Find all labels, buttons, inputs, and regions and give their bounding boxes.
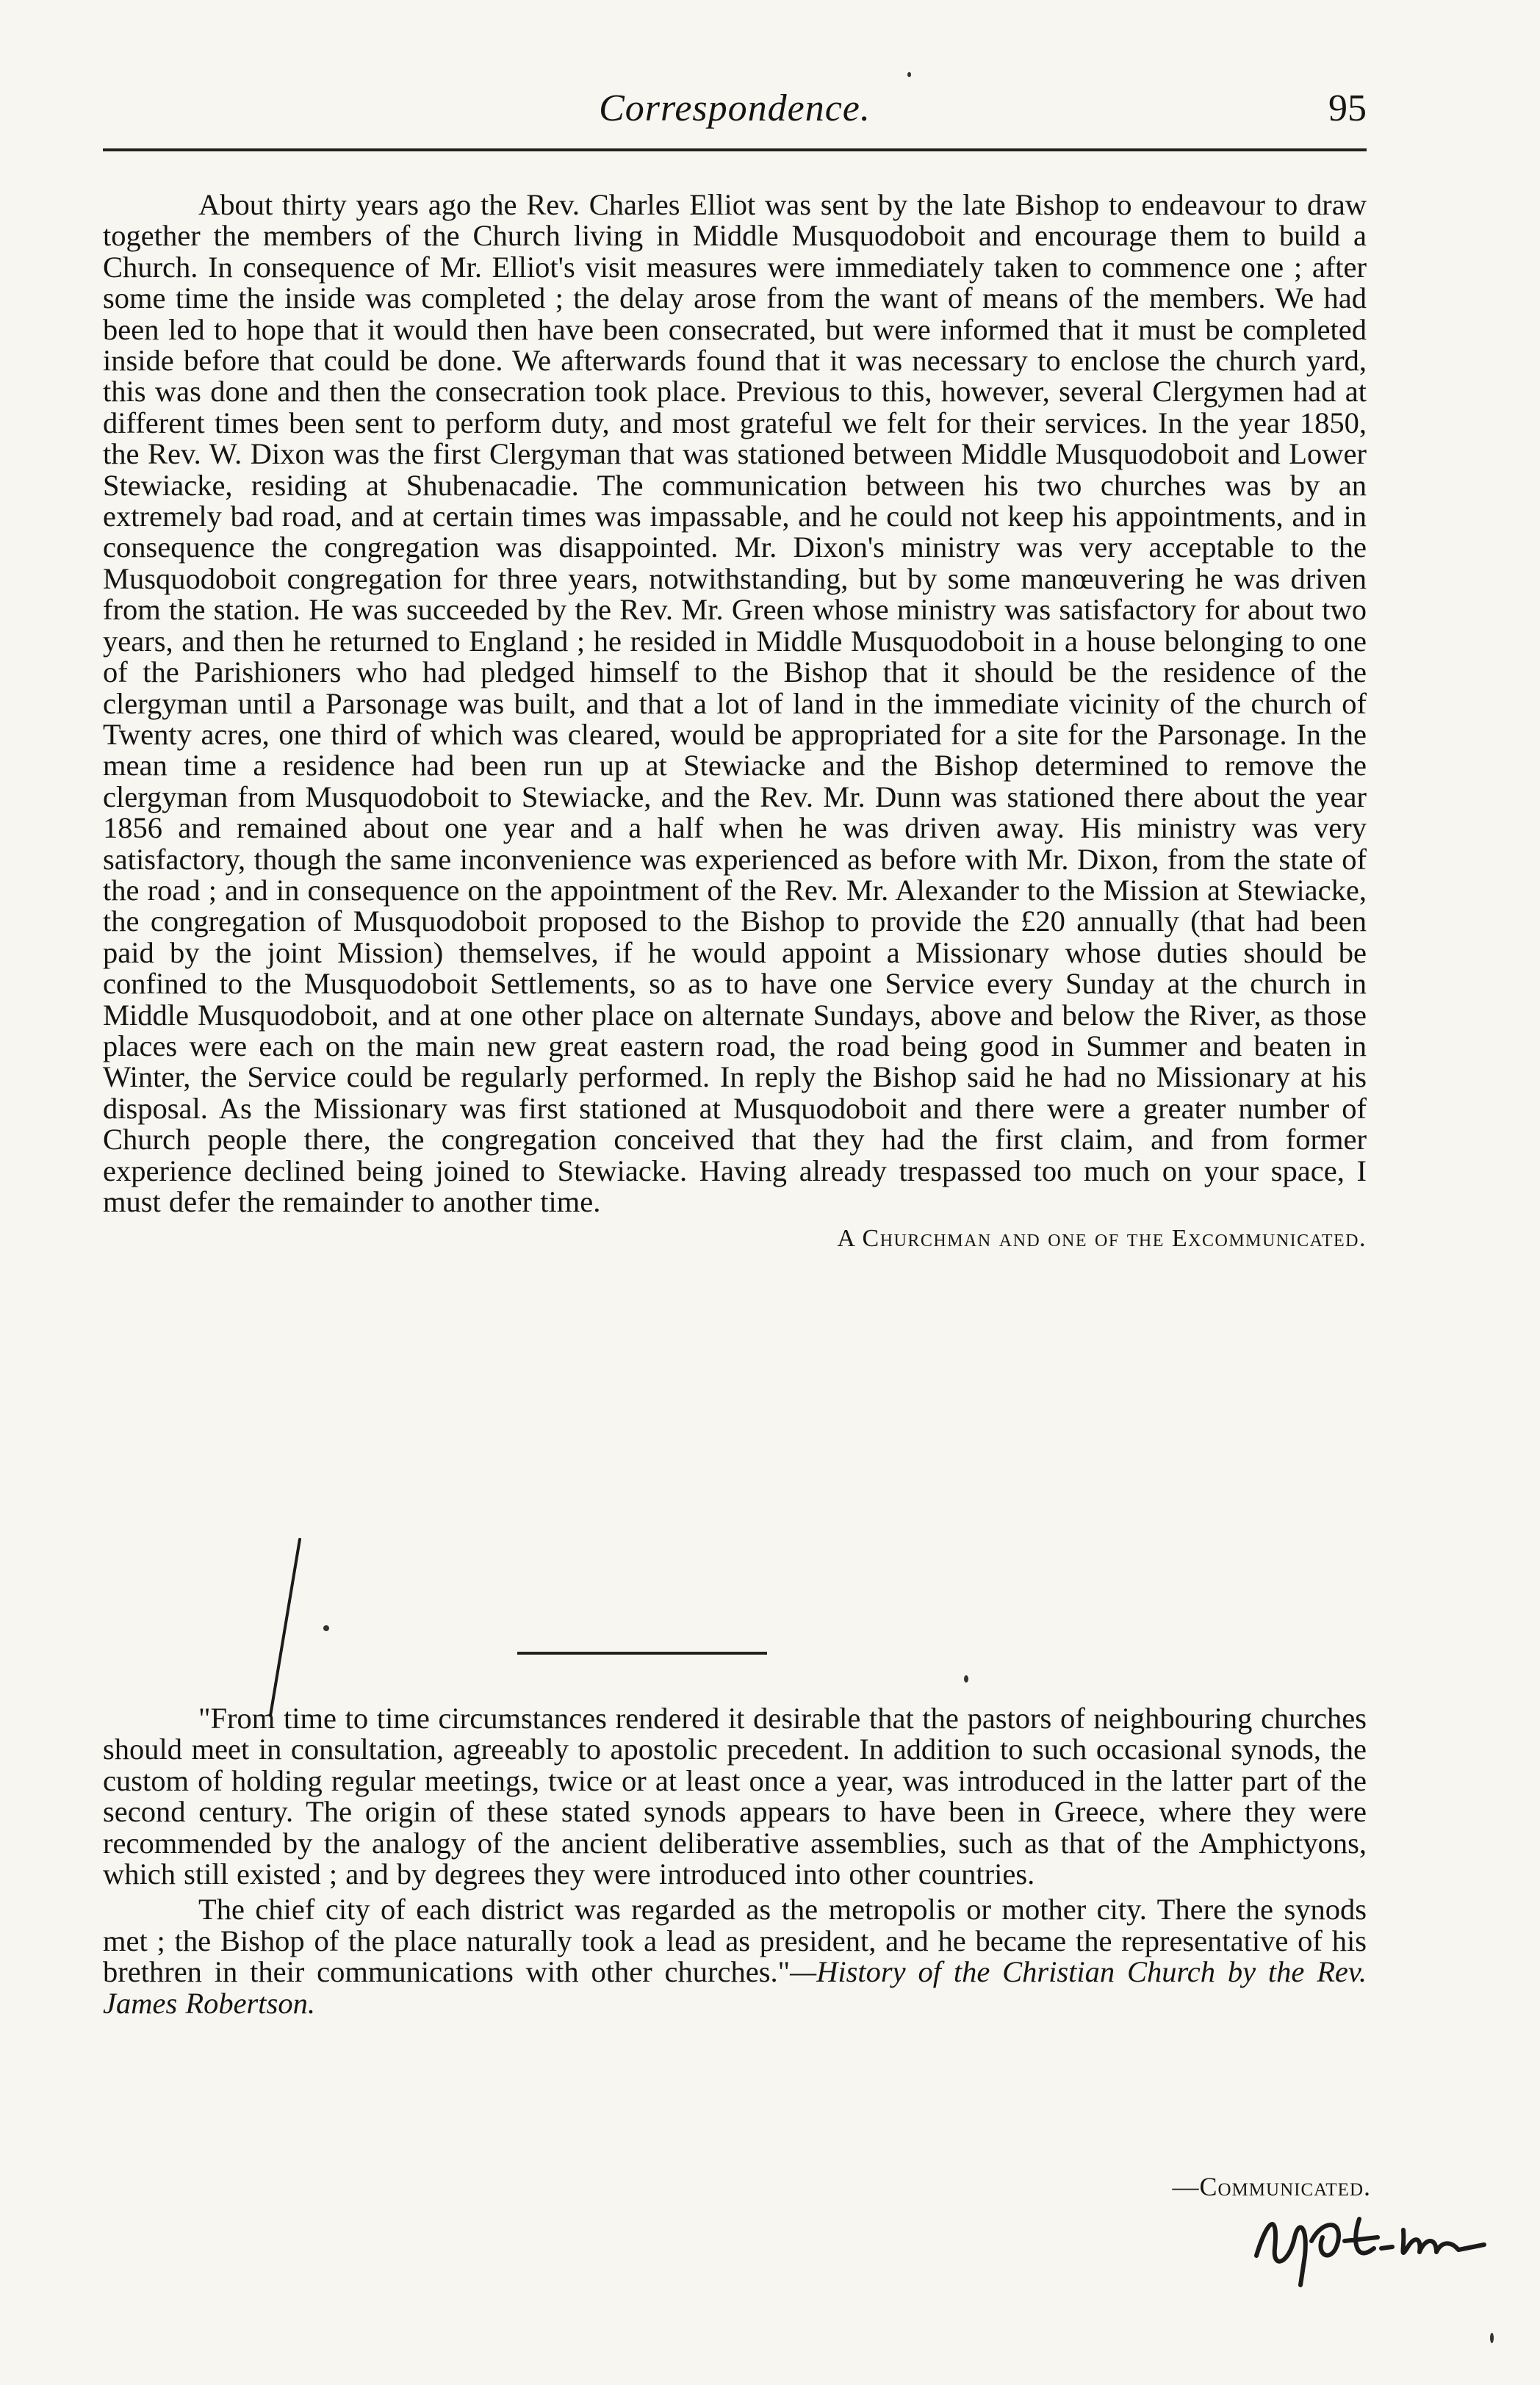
extract-paragraph-2-text: The chief city of each district was regarded as the metropolis or mother city. There the synods met ; the Bishop of the place naturally took a lead as president, and he became the representative of his brethren in their communications with other churches." [103, 1893, 1367, 1989]
letter-signature: A Churchman and one of the Excommunicated. [837, 1225, 1367, 1253]
communicated-signoff: —Communicated. [1172, 2172, 1371, 2201]
running-head: Correspondence. [599, 87, 871, 129]
handwritten-annotation [1249, 2168, 1492, 2292]
header-rule [103, 148, 1367, 151]
history-extract [103, 1703, 1367, 2019]
extract-paragraph-2 [103, 1894, 1367, 2019]
letter-paragraph: About thirty years ago the Rev. Charles Elliot was sent by the late Bishop to endeavour to draw together the members of the Church living in Middle Musquodoboit and encourage them to build a Church. In consequence of Mr. Elliot's visit measures were immediately taken to commence one ; after some time the inside was completed ; the delay arose from the want of means of the members. We had been led to hope that it would then have been consecrated, but were informed that it must be completed inside before that could be done. We afterwards found that it was necessary to enclose the church yard, this was done and then the consecration took place. Previous to this, however, several Clergymen had at different times been sent to perform duty, and most grateful we felt for their services. In the year 1850, the Rev. W. Dixon was the first Clergyman that was stationed between Middle Musquodoboit and Lower Stewiacke, residing at Shubenacadie. The communication between his two churches was by an extremely bad road, and at certain times was impassable, and he could not keep his appointments, and in consequence the congregation was disappointed. Mr. Dixon's ministry was very acceptable to the Musquodoboit congregation for three years, notwithstanding, but by some manœuvering he was driven from the station. He was succeeded by the Rev. Mr. Green whose ministry was satisfactory for about two years, and then he returned to England ; he resided in Middle Musquodoboit in a house belonging to one of the Parishioners who had pledged himself to the Bishop that it should be the residence of the clergyman until a Parsonage was built, and that a lot of land in the immediate vicinity of the church of Twenty acres, one third of which was cleared, would be appropriated for a site for the Parsonage. In the mean time a residence had been run up at Stewiacke and the Bishop determined to remove the clergyman from Musquodoboit to Stewiacke, and the Rev. Mr. Dunn was stationed there about the year 1856 and remained about one year and a half when he was driven away. His ministry was very satisfactory, though the same inconvenience was experienced as before with Mr. Dixon, from the state of the road ; and in consequence on the appointment of the Rev. Mr. Alexander to the Mission at Stewiacke, the congregation of Musquodoboit proposed to the Bishop to provide the £20 annually (that had been paid by the joint Mission) themselves, if he would appoint a Missionary whose duties should be confined to the Musquodoboit Settlements, so as to have one Service every Sunday at the church in Middle Musquodoboit, and at one other place on alternate Sundays, above and below the River, as those places were each on the main new great eastern road, the road being good in Summer and beaten in Winter, the Service could be regularly performed. In reply the Bishop said he had no Missionary at his disposal. As the Missionary was first stationed at Musquodoboit and there were a greater number of Church people there, the congregation conceived that they had the first claim, and from former experience declined being joined to Stewiacke. Having already trespassed too much on your space, I must defer the remainder to another time. [103, 188, 1367, 1218]
ink-speck [964, 1675, 968, 1683]
letter-article [103, 190, 1367, 1253]
page-header [103, 87, 1367, 153]
section-divider [517, 1652, 767, 1655]
ink-speck [1490, 2333, 1494, 2343]
handwritten-stroke [265, 1536, 309, 1719]
page-number: 95 [1328, 87, 1367, 129]
ink-speck [323, 1625, 329, 1631]
ink-speck [907, 72, 911, 77]
extract-attribution: —History of the Christian Church by the Rev. James Robertson. [103, 1955, 1367, 2020]
extract-paragraph-1: "From time to time circumstances rendered it desirable that the pastors of neighbouring churches should meet in consultation, agreeably to apostolic precedent. In addition to such occasional synods, the custom of holding regular meetings, twice or at least once a year, was introduced in the latter part of the second century. The origin of these stated synods appears to have been in Greece, where they were recommended by the analogy of the ancient deliberative assemblies, such as that of the Amphictyons, which still existed ; and by degrees they were introduced into other countries. [103, 1702, 1367, 1891]
